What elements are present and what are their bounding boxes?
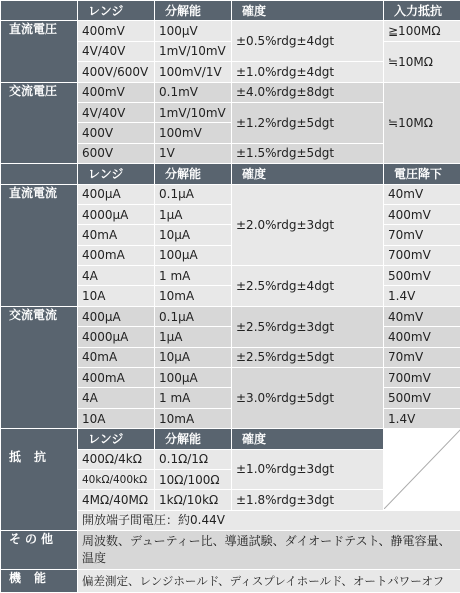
aca-resolution: 10μA: [155, 347, 232, 367]
dca-range: 400mA: [78, 245, 155, 265]
resistance-accuracy: ±1.8%rdg±3dgt: [232, 490, 384, 510]
diagonal-line: [384, 429, 460, 509]
acv-input: ≒10MΩ: [384, 82, 460, 164]
functions-category: [1, 570, 78, 592]
aca-row: [1, 306, 460, 326]
aca-accuracy: ±2.5%rdg±5dgt: [232, 347, 384, 367]
dcv-input: ≧100MΩ: [384, 21, 460, 41]
aca-range: 4A: [78, 388, 155, 408]
header-range: レンジ: [78, 429, 155, 449]
resistance-resolution: 1kΩ/10kΩ: [155, 490, 232, 510]
header-row: [1, 164, 460, 184]
dcv-input: ≒10MΩ: [384, 41, 460, 82]
functions-label: 機能: [9, 571, 59, 585]
acv-resolution: 1mV/10mV: [155, 102, 232, 122]
functions-text: 偏差測定、レンジホールド、ディスプレイホールド、オートパワーオフ: [78, 570, 460, 592]
acv-accuracy: ±4.0%rdg±8dgt: [232, 82, 384, 102]
header-resolution: 分解能: [155, 1, 232, 21]
acv-accuracy: ±1.5%rdg±5dgt: [232, 143, 384, 163]
aca-range: 400μA: [78, 306, 155, 326]
dca-drop: 70mV: [384, 225, 460, 245]
header-resolution: 分解能: [155, 429, 232, 449]
acv-resolution: 1V: [155, 143, 232, 163]
dca-resolution: 1μA: [155, 204, 232, 224]
dca-category: 直流電流: [1, 184, 78, 306]
dcv-resolution: 100mV/1V: [155, 62, 232, 82]
dcv-resolution: 100μV: [155, 21, 232, 41]
acv-resolution: 0.1mV: [155, 82, 232, 102]
resistance-category: [1, 429, 78, 531]
header-accuracy: 確度: [232, 164, 384, 184]
header-accuracy: 確度: [232, 429, 384, 449]
aca-drop: 1.4V: [384, 408, 460, 428]
aca-category: 交流電流: [1, 306, 78, 428]
others-row: [1, 531, 460, 570]
aca-range: 40mA: [78, 347, 155, 367]
aca-drop: 700mV: [384, 368, 460, 388]
dcv-category: 直流電圧: [1, 21, 78, 82]
dca-resolution: 10mA: [155, 286, 232, 306]
acv-range: 4V/40V: [78, 102, 155, 122]
resistance-resolution: 10Ω/100Ω: [155, 469, 232, 489]
aca-range: 10A: [78, 408, 155, 428]
dca-accuracy: ±2.0%rdg±3dgt: [232, 184, 384, 266]
aca-resolution: 100μA: [155, 368, 232, 388]
aca-resolution: 1 mA: [155, 388, 232, 408]
header-row: [1, 1, 460, 21]
dca-drop: 500mV: [384, 266, 460, 286]
header-range: レンジ: [78, 1, 155, 21]
dca-range: 4A: [78, 266, 155, 286]
aca-resolution: 1μA: [155, 327, 232, 347]
dcv-range: 4V/40V: [78, 41, 155, 61]
dca-range: 10A: [78, 286, 155, 306]
corner-cell: [1, 164, 78, 184]
functions-row: [1, 570, 460, 592]
dcv-row: [1, 21, 460, 41]
aca-drop: 400mV: [384, 327, 460, 347]
dca-drop: 40mV: [384, 184, 460, 204]
aca-accuracy: ±2.5%rdg±3dgt: [232, 306, 384, 347]
dcv-resolution: 1mV/10mV: [155, 41, 232, 61]
dcv-accuracy: ±0.5%rdg±4dgt: [232, 21, 384, 62]
dca-drop: 700mV: [384, 245, 460, 265]
dca-range: 40mA: [78, 225, 155, 245]
header-accuracy: 確度: [232, 1, 384, 21]
others-label: その他: [9, 532, 57, 546]
corner-cell: [1, 1, 78, 21]
acv-resolution: 100mV: [155, 123, 232, 143]
dcv-range: 400mV: [78, 21, 155, 41]
resistance-accuracy: ±1.0%rdg±3dgt: [232, 449, 384, 490]
acv-range: 400V: [78, 123, 155, 143]
aca-resolution: 0.1μA: [155, 306, 232, 326]
aca-drop: 40mV: [384, 306, 460, 326]
dca-accuracy: ±2.5%rdg±4dgt: [232, 266, 384, 307]
resistance-label: 抵抗: [9, 450, 59, 464]
header-row: [1, 429, 460, 449]
aca-resolution: 10mA: [155, 408, 232, 428]
aca-drop: 70mV: [384, 347, 460, 367]
acv-accuracy: ±1.2%rdg±5dgt: [232, 102, 384, 143]
aca-range: 4000μA: [78, 327, 155, 347]
header-input-resistance: 入力抵抗: [384, 1, 460, 21]
header-resolution: 分解能: [155, 164, 232, 184]
resistance-resolution: 0.1Ω/1Ω: [155, 449, 232, 469]
resistance-range: 400Ω/4kΩ: [78, 449, 155, 469]
aca-accuracy: ±3.0%rdg±5dgt: [232, 368, 384, 429]
header-voltage-drop: 電圧降下: [384, 164, 460, 184]
dca-range: 400μA: [78, 184, 155, 204]
aca-drop: 500mV: [384, 388, 460, 408]
open-voltage-note: 開放端子間電圧：約0.44V: [78, 510, 460, 530]
acv-range: 400mV: [78, 82, 155, 102]
acv-row: [1, 82, 460, 102]
aca-range: 400mA: [78, 368, 155, 388]
others-text: 周波数、デューティー比、導通試験、ダイオードテスト、静電容量、温度: [78, 531, 460, 570]
others-category: [1, 531, 78, 570]
dca-resolution: 1 mA: [155, 266, 232, 286]
resistance-range: 40kΩ/400kΩ: [78, 469, 155, 489]
acv-range: 600V: [78, 143, 155, 163]
dcv-range: 400V/600V: [78, 62, 155, 82]
dca-drop: 400mV: [384, 204, 460, 224]
acv-category: 交流電圧: [1, 82, 78, 164]
resistance-range: 4MΩ/40MΩ: [78, 490, 155, 510]
header-range: レンジ: [78, 164, 155, 184]
dcv-accuracy: ±1.0%rdg±4dgt: [232, 62, 384, 82]
dca-resolution: 100μA: [155, 245, 232, 265]
blank-cell: [384, 429, 460, 511]
dca-row: [1, 184, 460, 204]
dca-drop: 1.4V: [384, 286, 460, 306]
dca-resolution: 10μA: [155, 225, 232, 245]
dca-range: 4000μA: [78, 204, 155, 224]
dca-resolution: 0.1μA: [155, 184, 232, 204]
